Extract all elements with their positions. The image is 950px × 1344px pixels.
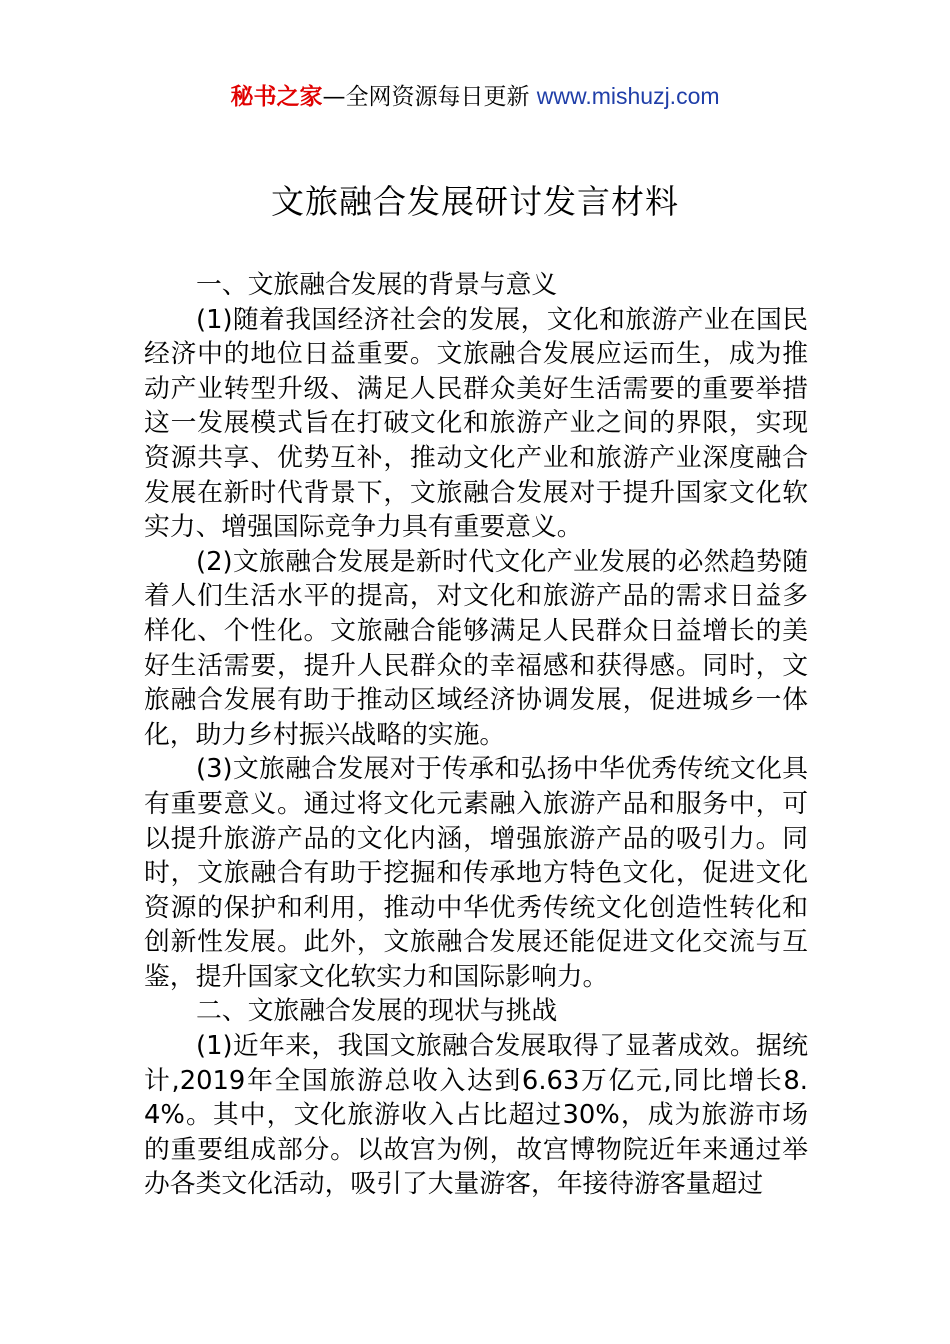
document-title: 文旅融合发展研讨发言材料 [271,182,679,221]
paragraph-2: (2)文旅融合发展是新时代文化产业发展的必然趋势随着人们生活水平的提高，对文化和旅游产品的需求日益多样化、个性化。文旅融合能够满足人民群众日益增长的美好生活需要，提升人民群众的幸福感和获得感。同时，文旅融合发展有助于推动区域经济协调发展，促进城乡一体化，助力乡村振兴战略的实施。 [144,546,808,750]
section-heading-background: 一、文旅融合发展的背景与意义 [196,270,558,300]
paragraph-4: (1)近年来，我国文旅融合发展取得了显著成效。据统计,2019年全国旅游总收入达到6.63万亿元,同比增长8.4%。其中，文化旅游收入占比超过30%，成为旅游市场的重要组成部分。以故宫为例，故宫博物院近年来通过举办各类文化活动，吸引了大量游客，年接待游客量超过 [144,1031,808,1200]
brand-name: 秘书之家 [230,84,323,110]
section-heading-status: 二、文旅融合发展的现状与挑战 [196,996,558,1027]
site-url-link[interactable]: www.mishuzj.com [536,83,720,109]
document-body [144,268,808,1202]
header-slogan: —全网资源每日更新 [322,84,537,110]
site-header [0,80,950,113]
paragraph-3: (3)文旅融合发展对于传承和弘扬中华优秀传统文化具有重要意义。通过将文化元素融入旅游产品和服务中，可以提升旅游产品的文化内涵，增强旅游产品的吸引力。同时，文旅融合有助于挖掘和传承地方特色文化，促进文化资源的保护和利用，推动中华优秀传统文化创造性转化和创新性发展。此外，文旅融合发展还能促进文化交流与互鉴，提升国家文化软实力和国际影响力。 [144,754,808,992]
paragraph-1: (1)随着我国经济社会的发展，文化和旅游产业在国民经济中的地位日益重要。文旅融合发展应运而生，成为推动产业转型升级、满足人民群众美好生活需要的重要举措这一发展模式旨在打破文化和旅游产业之间的界限，实现资源共享、优势互补，推动文化产业和旅游产业深度融合发展在新时代背景下，文旅融合发展对于提升国家文化软实力、增强国际竞争力具有重要意义。 [144,304,808,543]
